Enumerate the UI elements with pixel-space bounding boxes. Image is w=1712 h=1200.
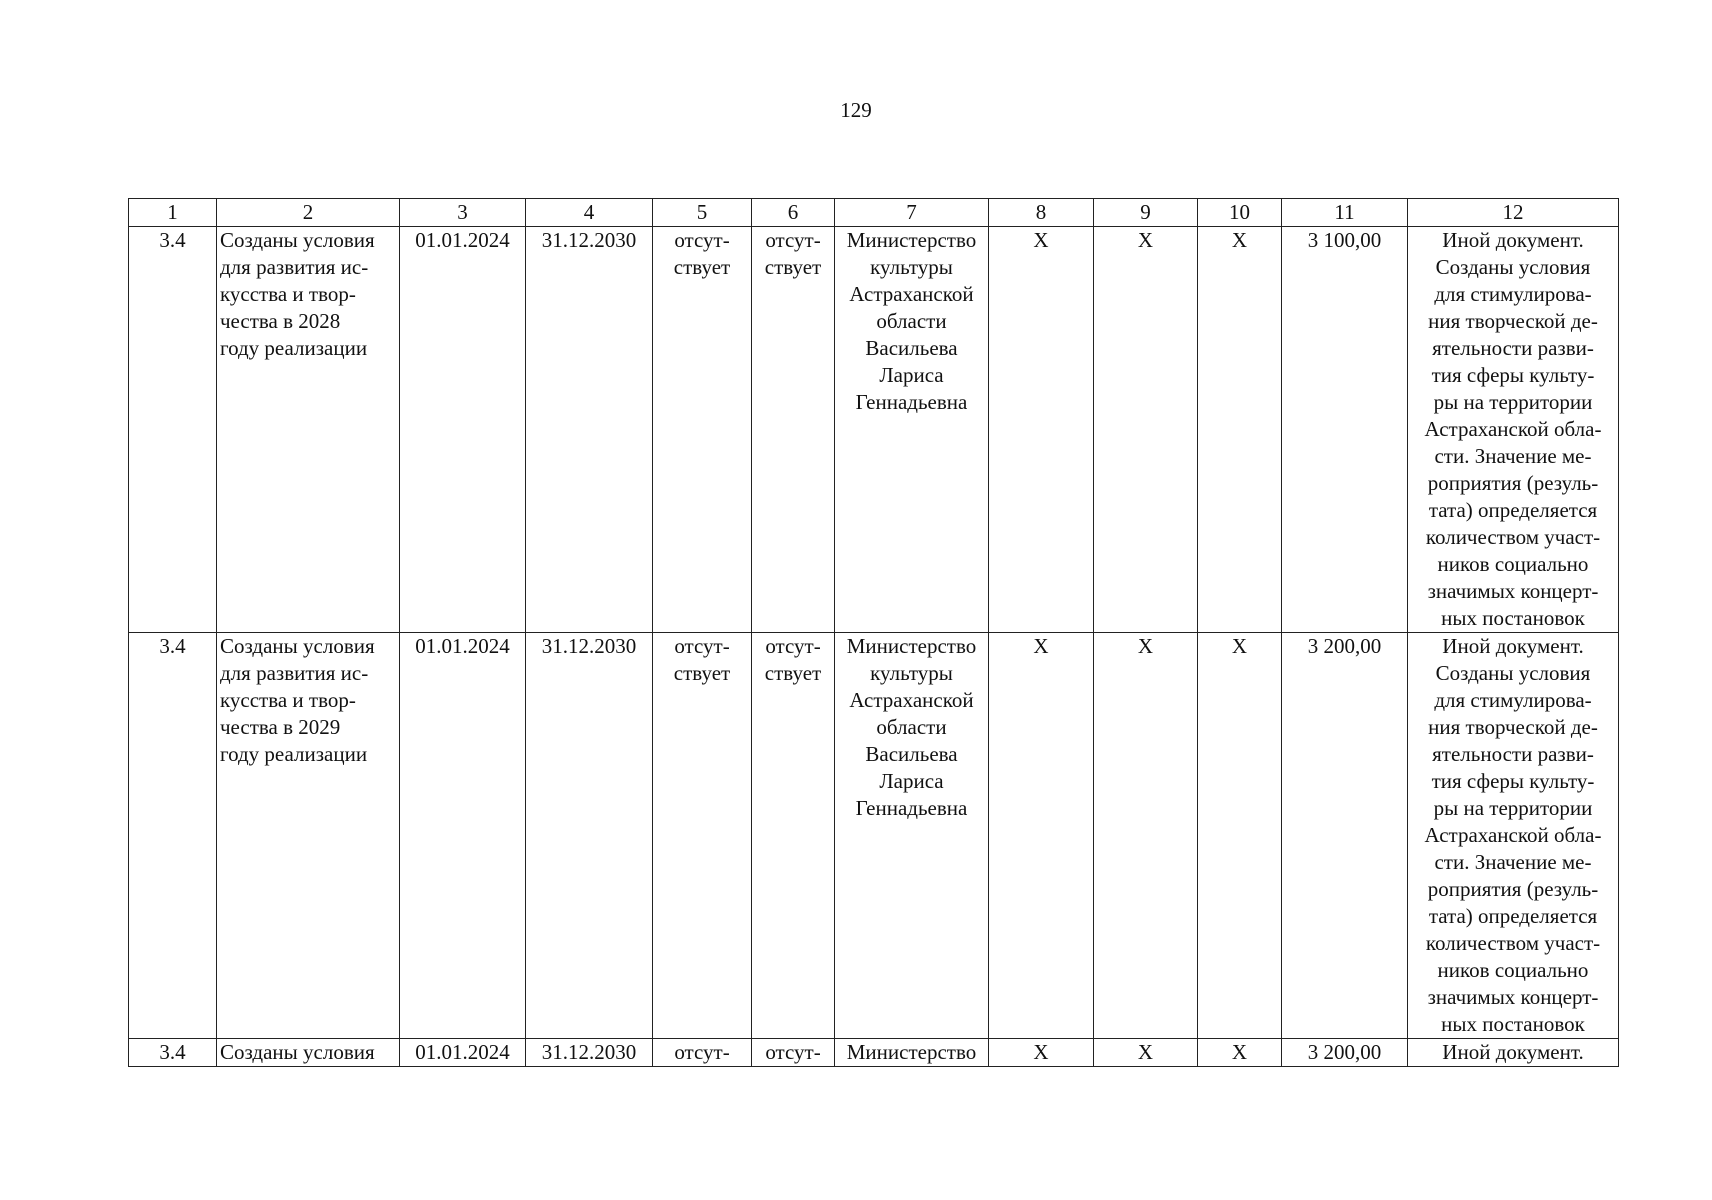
- measures-table: [128, 198, 1619, 1067]
- column-8-value: X: [989, 227, 1094, 633]
- column-10-value: X: [1198, 1039, 1282, 1067]
- start-date: 01.01.2024: [400, 633, 526, 1039]
- column-5-value: отсут- ствует: [653, 227, 752, 633]
- column-header: 11: [1282, 199, 1408, 227]
- column-header: 1: [129, 199, 217, 227]
- column-9-value: X: [1094, 227, 1198, 633]
- note: Иной документ.: [1408, 1039, 1619, 1067]
- row-number: 3.4: [129, 1039, 217, 1067]
- column-6-value: отсут- ствует: [752, 633, 835, 1039]
- column-header: 4: [526, 199, 653, 227]
- measure-name: Созданы условия для развития ис- кусства и твор- чества в 2028 году реализации: [217, 227, 400, 633]
- start-date: 01.01.2024: [400, 1039, 526, 1067]
- page-number: 129: [840, 98, 872, 122]
- note: Иной документ. Созданы условия для стимулирова- ния творческой де- ятельности разви- тия сферы культу- ры на территории Астраханской обла- сти. Значение ме- роприятия (резуль- тата) определяется количеством участ- ников социально значимых концерт- ных постановок: [1408, 633, 1619, 1039]
- start-date: 01.01.2024: [400, 227, 526, 633]
- column-number-header: [129, 199, 1619, 227]
- end-date: 31.12.2030: [526, 1039, 653, 1067]
- table-row: [129, 227, 1619, 633]
- column-header: 7: [835, 199, 989, 227]
- column-10-value: X: [1198, 633, 1282, 1039]
- row-number: 3.4: [129, 633, 217, 1039]
- end-date: 31.12.2030: [526, 227, 653, 633]
- column-header: 2: [217, 199, 400, 227]
- column-9-value: X: [1094, 633, 1198, 1039]
- column-6-value: отсут- ствует: [752, 227, 835, 633]
- amount: 3 200,00: [1282, 633, 1408, 1039]
- column-9-value: X: [1094, 1039, 1198, 1067]
- column-header: 8: [989, 199, 1094, 227]
- column-header: 12: [1408, 199, 1619, 227]
- responsible-person: Министерство: [835, 1039, 989, 1067]
- column-8-value: X: [989, 633, 1094, 1039]
- responsible-person: Министерство культуры Астраханской области Васильева Лариса Геннадьевна: [835, 633, 989, 1039]
- column-10-value: X: [1198, 227, 1282, 633]
- column-5-value: отсут-: [653, 1039, 752, 1067]
- end-date: 31.12.2030: [526, 633, 653, 1039]
- table-row: [129, 1039, 1619, 1067]
- responsible-person: Министерство культуры Астраханской области Васильева Лариса Геннадьевна: [835, 227, 989, 633]
- column-5-value: отсут- ствует: [653, 633, 752, 1039]
- measure-name: Созданы условия: [217, 1039, 400, 1067]
- row-number: 3.4: [129, 227, 217, 633]
- column-header: 10: [1198, 199, 1282, 227]
- table-row: [129, 633, 1619, 1039]
- column-header: 9: [1094, 199, 1198, 227]
- amount: 3 100,00: [1282, 227, 1408, 633]
- measure-name: Созданы условия для развития ис- кусства и твор- чества в 2029 году реализации: [217, 633, 400, 1039]
- column-6-value: отсут-: [752, 1039, 835, 1067]
- column-8-value: X: [989, 1039, 1094, 1067]
- amount: 3 200,00: [1282, 1039, 1408, 1067]
- column-header: 6: [752, 199, 835, 227]
- note: Иной документ. Созданы условия для стимулирова- ния творческой де- ятельности разви- тия сферы культу- ры на территории Астраханской обла- сти. Значение ме- роприятия (резуль- тата) определяется количеством участ- ников социально значимых концерт- ных постановок: [1408, 227, 1619, 633]
- column-header: 3: [400, 199, 526, 227]
- column-header: 5: [653, 199, 752, 227]
